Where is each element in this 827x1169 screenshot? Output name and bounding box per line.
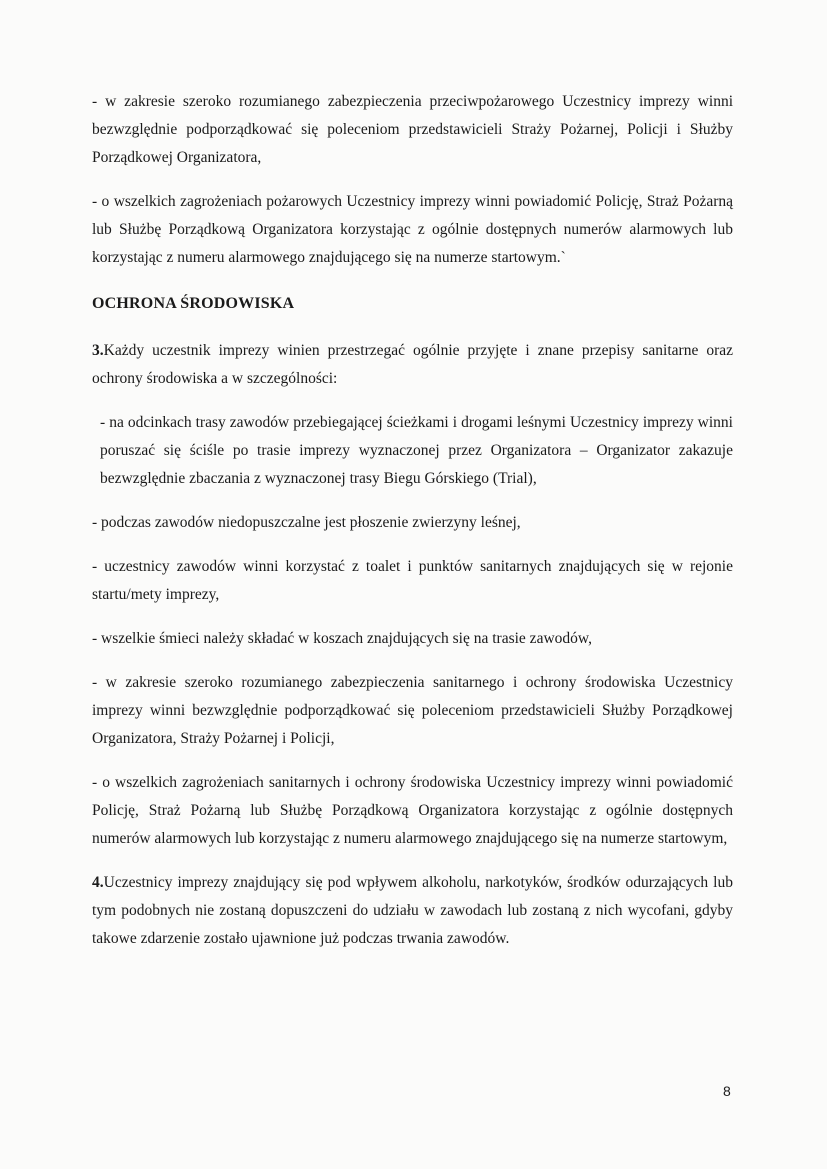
rule-number: 4. [92,874,104,891]
document-body [92,88,733,953]
paragraph-rubbish: - wszelkie śmieci należy składać w koszach znajdujących się na trasie zawodów, [92,630,592,647]
page-number: 8 [723,1083,731,1099]
paragraph-sanitary-reporting: - o wszelkich zagrożeniach sanitarnych i ochrony środowiska Uczestnicy imprezy winni powiadomić Policję, Straż Pożarną lub Służbę Porządkową Organizatora korzystając z ogólnie dostępnych numerów alarmowych lub korzystając z numeru alarmowego znajdującego się na numerze startowym, [92,774,733,847]
paragraph-rule-3 [92,337,733,393]
rule-number: 3. [92,342,104,359]
paragraph-forest-trails: - na odcinkach trasy zawodów przebiegającej ścieżkami i drogami leśnymi Uczestnicy imprezy winni poruszać się ściśle po trasie imprezy wyznaczonej przez Organizatora – Organizator zakazuje bezwzględnie zbaczania z wyznaczonej trasy Biegu Górskiego (Trial), [100,414,733,487]
section-heading: OCHRONA ŚRODOWISKA [92,295,295,312]
rule-text: Uczestnicy imprezy znajdujący się pod wpływem alkoholu, narkotyków, środków odurzających lub tym podobnych nie zostaną dopuszczeni do udziału w zawodach lub zostaną z nich wycofani, gdyby takowe zdarzenie zostało ujawnione już podczas trwania zawodów. [92,874,733,947]
paragraph-fire-hazard-reporting: - o wszelkich zagrożeniach pożarowych Uczestnicy imprezy winni powiadomić Policję, Straż Pożarną lub Służbę Porządkową Organizatora korzystając z ogólnie dostępnych numerów alarmowych lub korzystając z numeru alarmowego znajdującego się na numerze startowym.` [92,193,733,266]
rule-text: Każdy uczestnik imprezy winien przestrzegać ogólnie przyjęte i znane przepisy sanitarne oraz ochrony środowiska a w szczególności: [92,342,733,387]
paragraph-toilets: - uczestnicy zawodów winni korzystać z toalet i punktów sanitarnych znajdujących się w rejonie startu/mety imprezy, [92,558,733,603]
paragraph-fire-safety-orders: - w zakresie szeroko rozumianego zabezpieczenia przeciwpożarowego Uczestnicy imprezy winni bezwzględnie podporządkować się poleceniom przedstawicieli Straży Pożarnej, Policji i Służby Porządkowej Organizatora, [92,93,733,166]
paragraph-rule-4 [92,869,733,953]
paragraph-wildlife: - podczas zawodów niedopuszczalne jest płoszenie zwierzyny leśnej, [92,514,521,531]
paragraph-sanitary-orders: - w zakresie szeroko rozumianego zabezpieczenia sanitarnego i ochrony środowiska Uczestnicy imprezy winni bezwzględnie podporządkować się poleceniom przedstawicieli Służby Porządkowej Organizatora, Straży Pożarnej i Policji, [92,674,733,747]
